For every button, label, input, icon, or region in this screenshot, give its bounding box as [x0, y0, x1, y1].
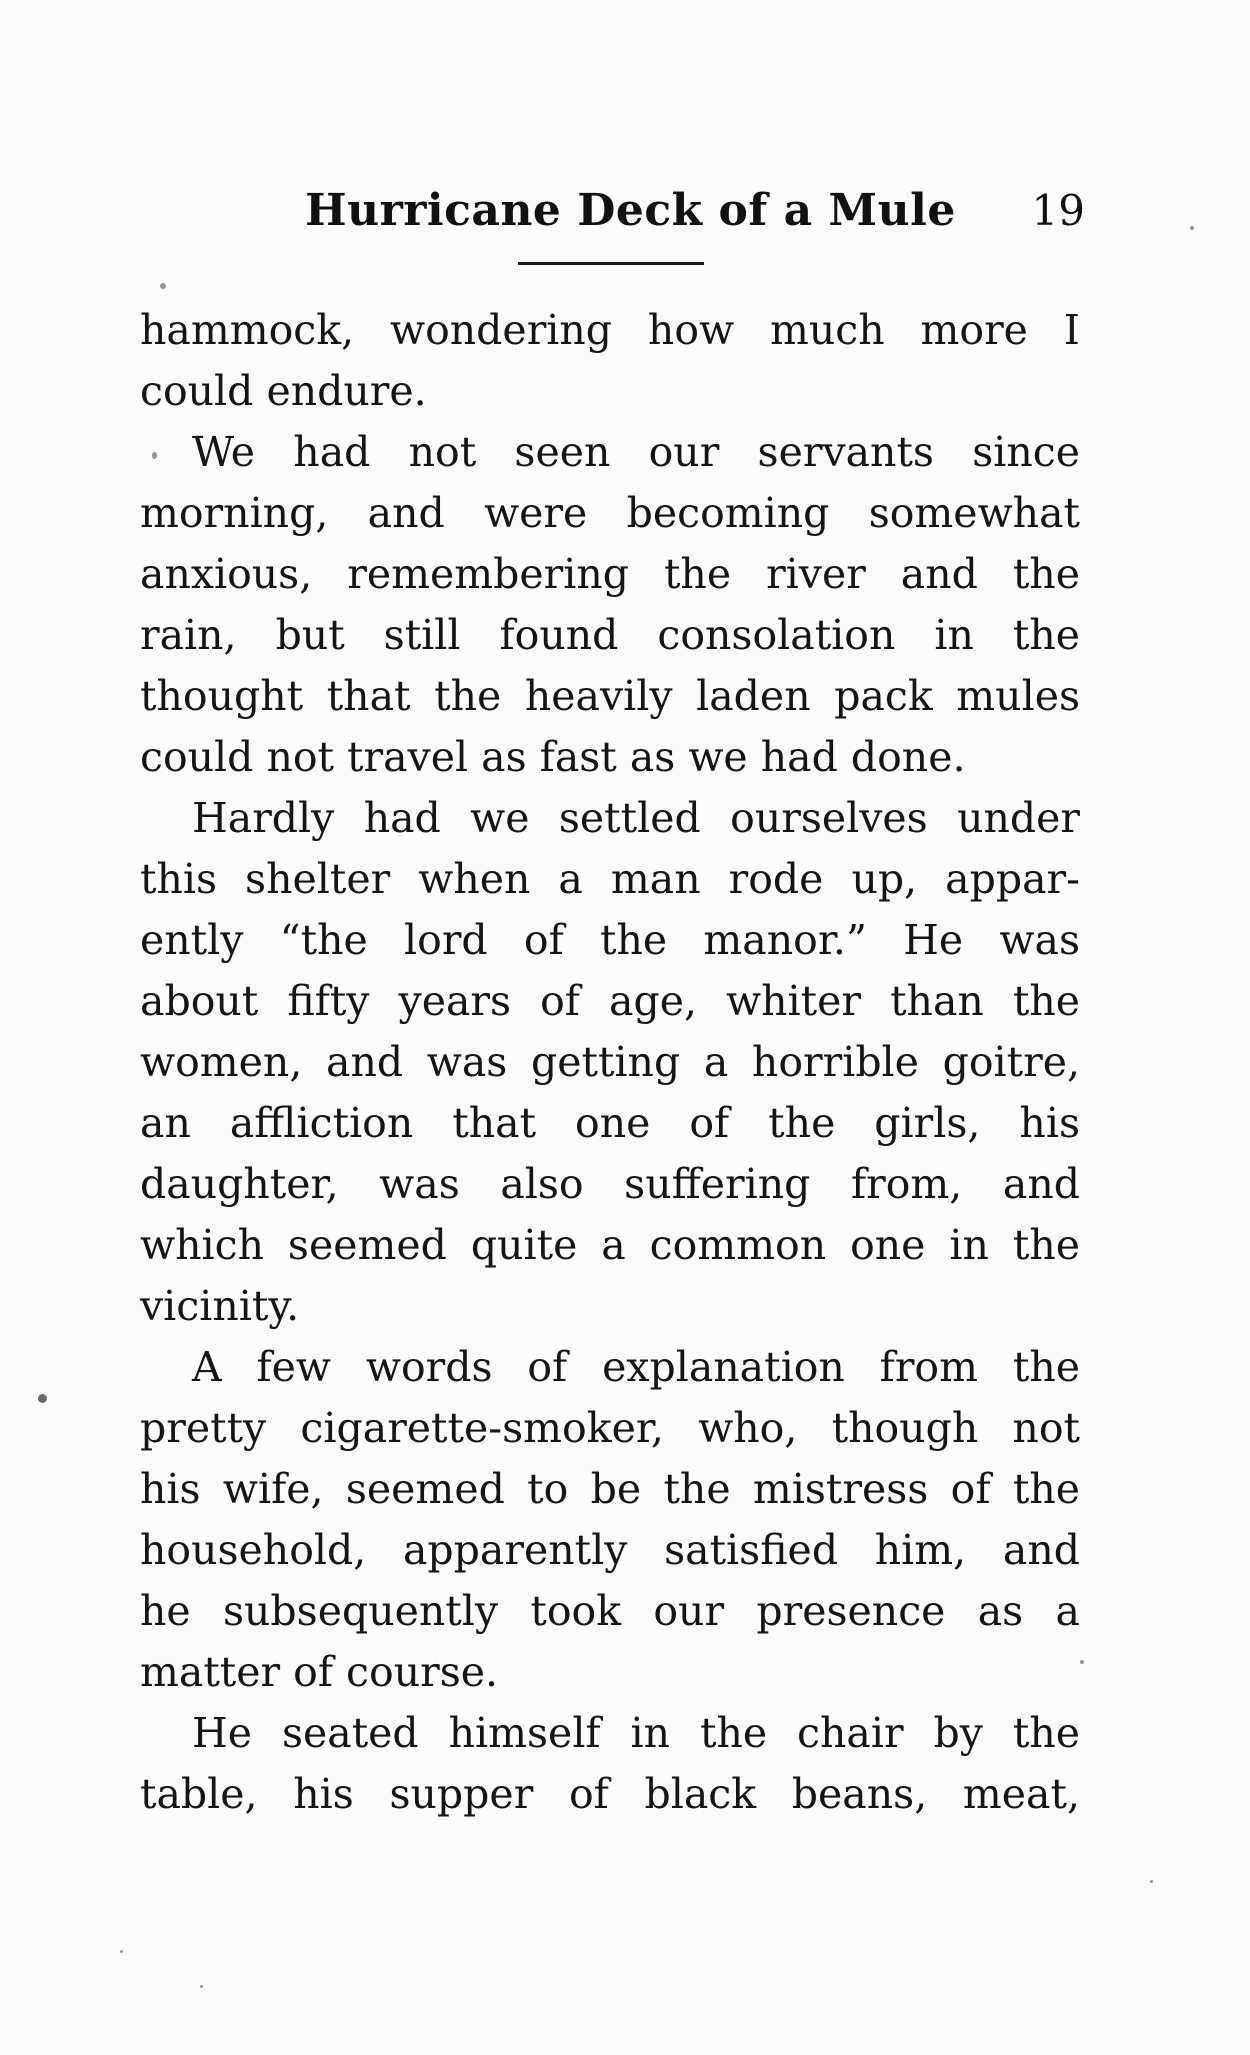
running-head: [295, 180, 1085, 242]
text-line: he subsequently took our presence as a: [140, 1587, 1080, 1635]
paragraph-first-line: A few words of explanation from the: [192, 1343, 1080, 1391]
print-speckle: [152, 452, 157, 459]
paragraph-first-line: We had not seen our servants since: [192, 428, 1080, 476]
text-line: hammock, wondering how much more I: [140, 306, 1080, 354]
text-line: morning, and were becoming somewhat: [140, 489, 1080, 537]
body-text: [140, 300, 1080, 1825]
text-line: thought that the heavily laden pack mules: [140, 672, 1080, 720]
text-line: could not travel as fast as we had done.: [140, 733, 966, 781]
text-line: about fifty years of age, whiter than the: [140, 977, 1080, 1025]
print-speckle: [1080, 1660, 1084, 1664]
print-speckle: [200, 1985, 203, 1988]
text-line: this shelter when a man rode up, appar-: [140, 855, 1080, 903]
text-line: vicinity.: [140, 1282, 300, 1330]
page-number: 19: [1031, 186, 1085, 235]
running-title: Hurricane Deck of a Mule: [305, 185, 956, 236]
text-line: which seemed quite a common one in the: [140, 1221, 1080, 1269]
text-line: anxious, remembering the river and the: [140, 550, 1080, 598]
text-line: table, his supper of black beans, meat,: [140, 1770, 1080, 1818]
paragraph-first-line: Hardly had we settled ourselves under: [192, 794, 1080, 842]
text-line: matter of course.: [140, 1648, 499, 1696]
text-line: women, and was getting a horrible goitre,: [140, 1038, 1080, 1086]
print-speckle: [160, 283, 166, 289]
print-speckle: [120, 1950, 123, 1953]
text-line: an affliction that one of the girls, his: [140, 1099, 1080, 1147]
header-rule: [518, 262, 704, 265]
text-line: rain, but still found consolation in the: [140, 611, 1080, 659]
text-line: household, apparently satisfied him, and: [140, 1526, 1080, 1574]
print-speckle: [1190, 226, 1194, 230]
text-line: pretty cigarette-smoker, who, though not: [140, 1404, 1080, 1452]
print-speckle: [38, 1394, 47, 1403]
print-speckle: [1150, 1880, 1153, 1883]
text-line: ently “the lord of the manor.” He was: [140, 916, 1080, 964]
text-line: daughter, was also suffering from, and: [140, 1160, 1080, 1208]
text-line: could endure.: [140, 367, 427, 415]
paragraph-first-line: He seated himself in the chair by the: [192, 1709, 1080, 1757]
text-line: his wife, seemed to be the mistress of the: [140, 1465, 1080, 1513]
